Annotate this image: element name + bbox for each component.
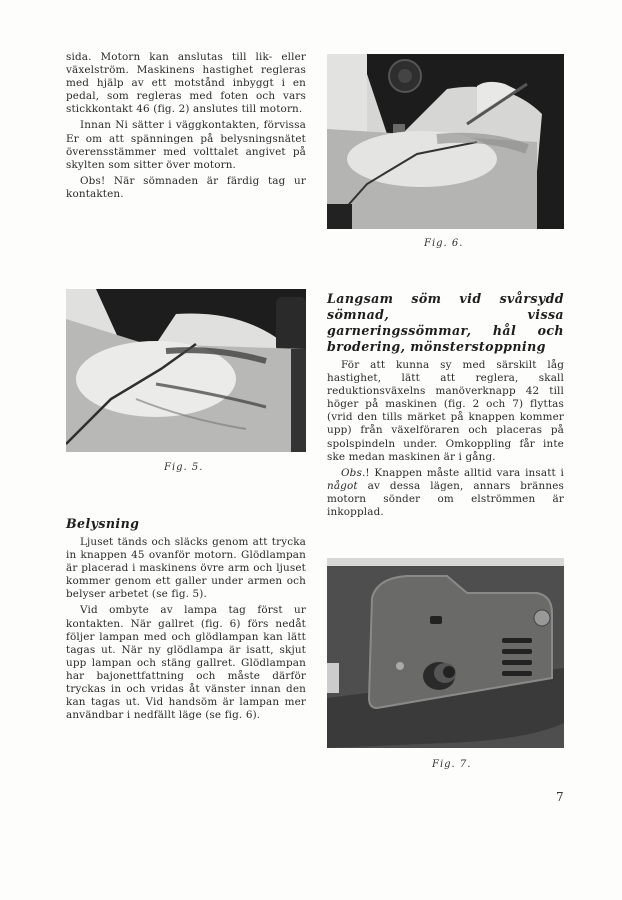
obs-text-a: ! Knappen måste alltid vara insatt i bbox=[365, 466, 564, 479]
lighting-section bbox=[66, 516, 306, 725]
intro-text-column bbox=[66, 51, 306, 204]
figure-6-photo bbox=[327, 54, 564, 229]
obs-emphasis: något bbox=[327, 479, 358, 492]
lighting-heading: Belysning bbox=[66, 516, 140, 531]
figure-6-caption: Fig. 6. bbox=[424, 238, 464, 249]
obs-text-b: av dessa lägen, annars brännes motorn sönder om elströmmen är inkopplad. bbox=[327, 479, 564, 519]
sewing-machine-grille-image bbox=[327, 54, 564, 229]
slow-stitch-heading: Langsam söm vid svårsydd sömnad, vissa garneringssömmar, hål och brodering, mönsterstoppning bbox=[327, 291, 564, 354]
sewing-machine-lighting-image bbox=[66, 289, 306, 452]
page-number: 7 bbox=[556, 790, 564, 804]
slow-stitch-section bbox=[327, 291, 564, 522]
paragraph-light-switch: Ljuset tänds och släcks genom att trycka in knappen 45 ovanför motorn. Glödlampan är placerad i maskinens övre arm och ljuset kommer genom ett galler under armen och belyser arbetet (se fig. 5). bbox=[66, 536, 306, 601]
obs-label: Obs. bbox=[341, 466, 366, 479]
paragraph-motor-connection: sida. Motorn kan anslutas till lik- eller växelström. Maskinens hastighet regleras med hjälp av ett motstånd inbyggt i en pedal, som regleras med foten och vars stickkontakt 46 (fig. 2) anslutes till motorn. bbox=[66, 51, 306, 116]
paragraph-lamp-replacement: Vid ombyte av lampa tag först ur kontakten. När gallret (fig. 6) förs nedåt följer lampan med och glödlampan kan lätt tagas ut. När ny glödlampa är isatt, skjut upp lampan och stäng gallret. Glödlampan har bajonettfattning och måste därför tryckas in och vridas åt vänster innan den kan tagas ut. Vid handsöm är lampan mer användbar i nedfällt läge (se fig. 6). bbox=[66, 604, 306, 722]
paragraph-obs-unplug: Obs! När sömnaden är färdig tag ur kontakten. bbox=[66, 174, 306, 200]
reduction-gear-knob-image bbox=[327, 558, 564, 748]
figure-5-photo bbox=[66, 289, 306, 452]
figure-7-photo bbox=[327, 558, 564, 748]
paragraph-obs-knob bbox=[327, 467, 564, 519]
figure-7-caption: Fig. 7. bbox=[432, 759, 472, 770]
paragraph-reduction-gear: För att kunna sy med särskilt låg hastighet, lätt att reglera, skall reduktionsväxelns manöverknapp 42 till höger på maskinen (fig. 2 och 7) flyttas (vrid den tills märket på knappen kommer upp) från växelföraren och placeras på spolspindeln under. Omkoppling får inte ske medan maskinen är i gång. bbox=[327, 359, 564, 463]
figure-5-caption: Fig. 5. bbox=[164, 462, 204, 473]
paragraph-voltage-check: Innan Ni sätter i väggkontakten, förvissa Er om att spänningen på belysningsnätet överensstämmer med volttalet angivet på skylten som sitter över motorn. bbox=[66, 119, 306, 171]
